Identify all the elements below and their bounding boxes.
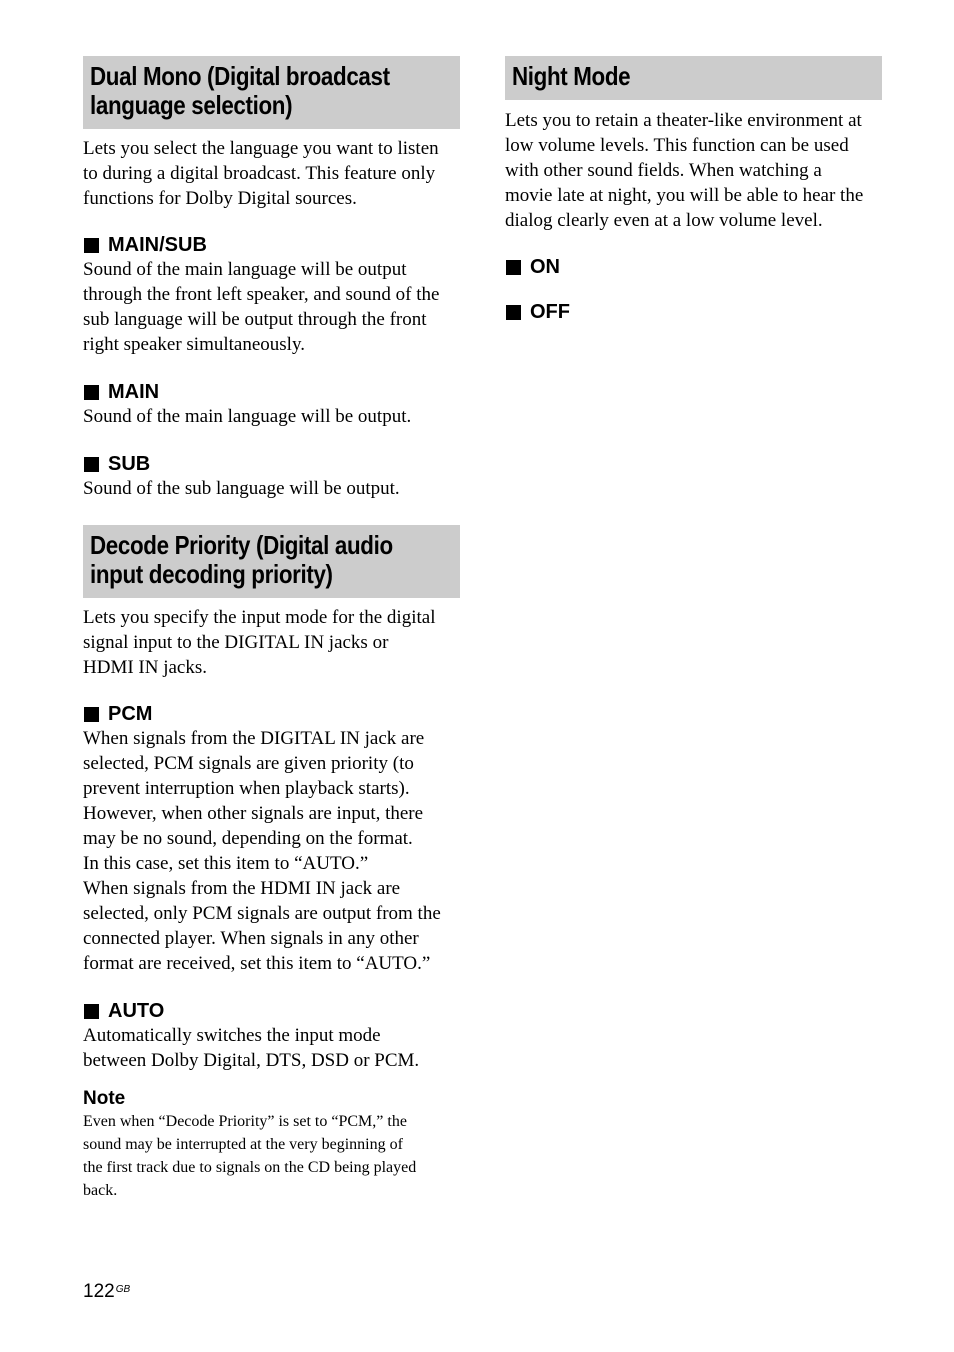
option-auto-heading bbox=[83, 999, 460, 1023]
note-block bbox=[83, 1087, 460, 1202]
option-pcm-line-5: may be no sound, depending on the format. bbox=[83, 828, 413, 849]
note-line-3: the first track due to signals on the CD being played bbox=[83, 1159, 417, 1176]
option-auto-label: AUTO bbox=[108, 1000, 165, 1022]
option-pcm-line-2: selected, PCM signals are given priority (to bbox=[83, 753, 414, 774]
option-main-heading bbox=[83, 380, 460, 404]
decode-priority-intro-line-2: signal input to the DIGITAL IN jacks or bbox=[83, 632, 389, 653]
square-bullet-icon bbox=[84, 385, 99, 400]
option-pcm-line-1: When signals from the DIGITAL IN jack are bbox=[83, 728, 425, 749]
option-pcm-line-4: However, when other signals are input, there bbox=[83, 803, 424, 824]
option-main-sub-line-1: Sound of the main language will be output bbox=[83, 259, 407, 280]
option-sub bbox=[83, 452, 460, 501]
option-off-label: OFF bbox=[530, 301, 570, 323]
option-main bbox=[83, 380, 460, 429]
option-sub-heading bbox=[83, 452, 460, 476]
option-on bbox=[505, 255, 882, 279]
page-number bbox=[83, 1280, 130, 1304]
option-pcm-line-7: When signals from the HDMI IN jack are bbox=[83, 878, 401, 899]
option-main-sub-line-3: sub language will be output through the front bbox=[83, 309, 427, 330]
page-number-suffix: GB bbox=[115, 1284, 131, 1295]
night-mode-intro-line-5: dialog clearly even at a low volume level. bbox=[505, 210, 823, 231]
option-off bbox=[505, 300, 882, 324]
dual-mono-heading bbox=[83, 56, 460, 129]
night-mode-heading-line-1: Night Mode bbox=[512, 61, 631, 91]
decode-priority-heading-line-2: input decoding priority) bbox=[90, 559, 333, 589]
option-auto-line-2: between Dolby Digital, DTS, DSD or PCM. bbox=[83, 1050, 420, 1071]
option-pcm-line-10: format are received, set this item to “AUTO.” bbox=[83, 953, 431, 974]
left-column bbox=[83, 56, 460, 1202]
decode-priority-heading bbox=[83, 525, 460, 598]
note-heading: Note bbox=[83, 1088, 126, 1109]
night-mode-intro-line-1: Lets you to retain a theater-like environment at bbox=[505, 110, 862, 131]
night-mode-intro-line-3: with other sound fields. When watching a bbox=[505, 160, 822, 181]
dual-mono-heading-line-2: language selection) bbox=[90, 90, 293, 120]
option-main-line-1: Sound of the main language will be output. bbox=[83, 406, 412, 427]
option-pcm-label: PCM bbox=[108, 703, 153, 725]
dual-mono-intro-line-1: Lets you select the language you want to listen bbox=[83, 138, 439, 159]
decode-priority-section bbox=[83, 525, 460, 1202]
square-bullet-icon bbox=[84, 457, 99, 472]
night-mode-section bbox=[505, 56, 882, 324]
dual-mono-section bbox=[83, 56, 460, 501]
page-number-value: 122 bbox=[83, 1281, 115, 1302]
option-main-sub-line-2: through the front left speaker, and sound of the bbox=[83, 284, 440, 305]
option-on-label: ON bbox=[530, 256, 560, 278]
night-mode-heading bbox=[505, 56, 882, 100]
note-line-2: sound may be interrupted at the very beginning of bbox=[83, 1136, 403, 1153]
option-pcm-line-8: selected, only PCM signals are output from the bbox=[83, 903, 441, 924]
night-mode-intro-line-4: movie late at night, you will be able to hear the bbox=[505, 185, 864, 206]
note-line-4: back. bbox=[83, 1182, 118, 1199]
square-bullet-icon bbox=[84, 1004, 99, 1019]
option-pcm-line-6: In this case, set this item to “AUTO.” bbox=[83, 853, 369, 874]
square-bullet-icon bbox=[84, 238, 99, 253]
dual-mono-intro-line-2: to during a digital broadcast. This feature only bbox=[83, 163, 436, 184]
option-sub-line-1: Sound of the sub language will be output. bbox=[83, 478, 400, 499]
option-main-label: MAIN bbox=[108, 381, 160, 403]
option-sub-label: SUB bbox=[108, 453, 151, 475]
option-main-sub bbox=[83, 233, 460, 357]
note-line-1: Even when “Decode Priority” is set to “PCM,” the bbox=[83, 1113, 407, 1130]
option-pcm bbox=[83, 702, 460, 976]
night-mode-intro-line-2: low volume levels. This function can be used bbox=[505, 135, 849, 156]
option-off-heading bbox=[505, 300, 882, 324]
option-pcm-heading bbox=[83, 702, 460, 726]
option-on-heading bbox=[505, 255, 882, 279]
right-column bbox=[505, 56, 882, 324]
decode-priority-heading-line-1: Decode Priority (Digital audio bbox=[90, 530, 393, 560]
square-bullet-icon bbox=[506, 260, 521, 275]
option-main-sub-label: MAIN/SUB bbox=[108, 234, 207, 256]
decode-priority-intro bbox=[83, 605, 460, 680]
option-auto bbox=[83, 999, 460, 1073]
night-mode-intro bbox=[505, 108, 882, 233]
dual-mono-intro-line-3: functions for Dolby Digital sources. bbox=[83, 188, 357, 209]
option-main-sub-heading bbox=[83, 233, 460, 257]
decode-priority-intro-line-1: Lets you specify the input mode for the digital bbox=[83, 607, 436, 628]
square-bullet-icon bbox=[506, 305, 521, 320]
option-pcm-line-3: prevent interruption when playback starts). bbox=[83, 778, 410, 799]
option-pcm-line-9: connected player. When signals in any other bbox=[83, 928, 419, 949]
option-auto-line-1: Automatically switches the input mode bbox=[83, 1025, 381, 1046]
decode-priority-intro-line-3: HDMI IN jacks. bbox=[83, 657, 208, 678]
dual-mono-heading-line-1: Dual Mono (Digital broadcast bbox=[90, 61, 390, 91]
square-bullet-icon bbox=[84, 707, 99, 722]
option-main-sub-line-4: right speaker simultaneously. bbox=[83, 334, 305, 355]
dual-mono-intro bbox=[83, 136, 460, 211]
